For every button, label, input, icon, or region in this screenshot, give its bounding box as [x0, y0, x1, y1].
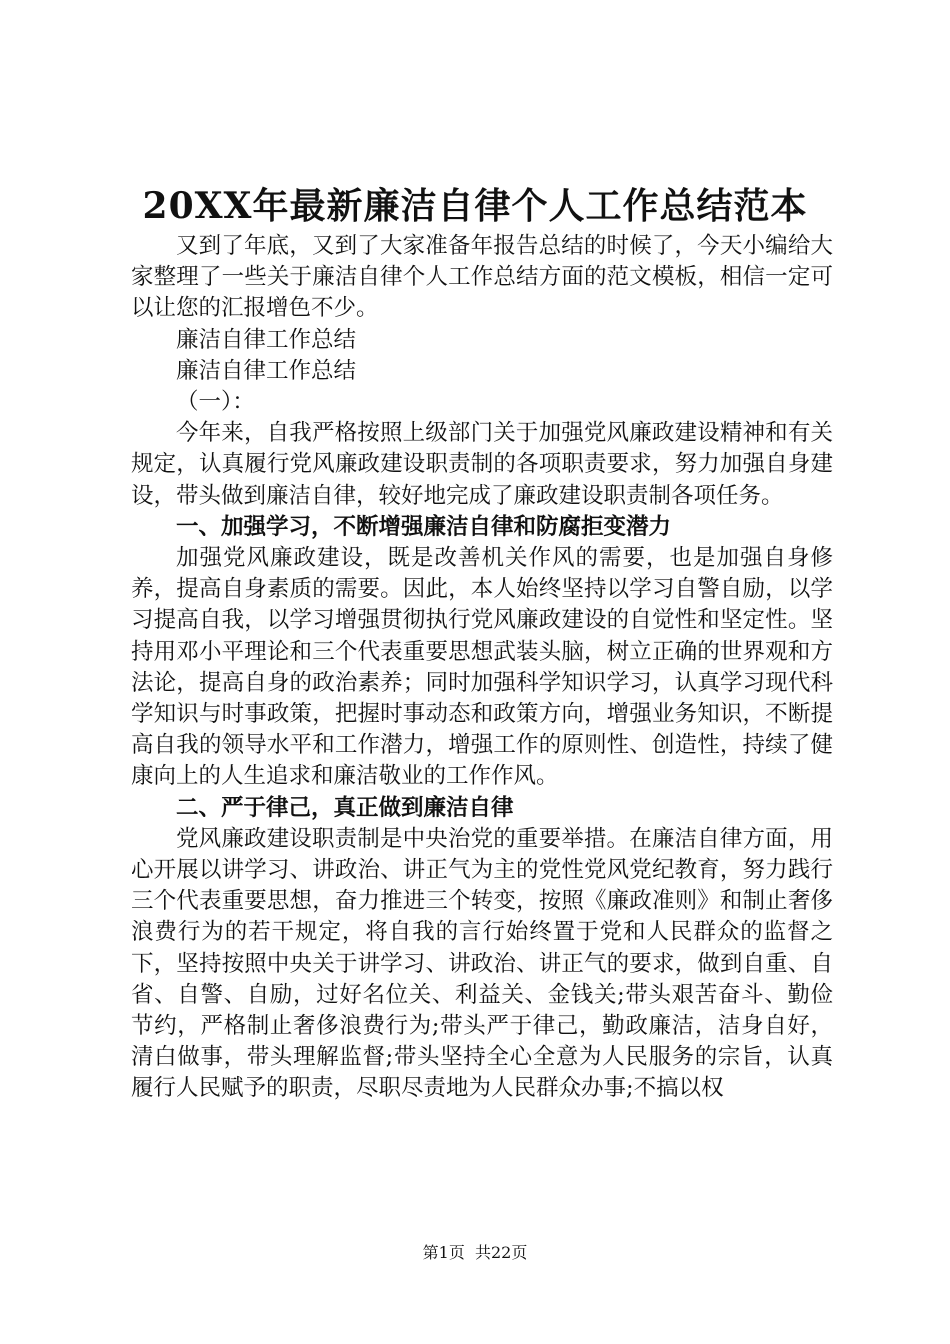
section-heading-2: 二、严于律己，真正做到廉洁自律 [176, 794, 514, 821]
paragraph-study: 加强党风廉政建设，既是改善机关作风的需要，也是加强自身修养，提高自身素质的需要。因此，本人始终坚持以学习自警自励，以学习提高自我，以学习增强贯彻执行党风廉政建设的自觉性和坚定性。坚持用邓小平理论和三个代表重要思想武装头脑，树立正确的世界观和方法论，提高自身的政治素养；同时加强科学知识学习，认真学习现代科学知识与时事政策，把握时事动态和政策方向，增强业务知识，不断提高自我的领导水平和工作潜力，增强工作的原则性、创造性，持续了健康向上的人生追求和廉洁敬业的工作作风。 [131, 545, 833, 790]
paragraph-subtitle-2: 廉洁自律工作总结 [176, 357, 357, 384]
section-heading-1: 一、加强学习，不断增强廉洁自律和防腐拒变潜力 [176, 513, 672, 540]
document-body [131, 231, 833, 1105]
page-number: 第1页 共22页 [422, 1243, 528, 1262]
page-footer [0, 1241, 950, 1265]
paragraph-subtitle-1: 廉洁自律工作总结 [176, 326, 357, 353]
document-title: 20XX年最新廉洁自律个人工作总结范本 [142, 185, 808, 227]
paragraph-self-discipline: 党风廉政建设职责制是中央治党的重要举措。在廉洁自律方面，用心开展以讲学习、讲政治、讲正气为主的党性党风党纪教育，努力践行三个代表重要思想，奋力推进三个转变，按照《廉政准则》和制止奢侈浪费行为的若干规定，将自我的言行始终置于党和人民群众的监督之下，坚持按照中央关于讲学习、讲政治、讲正气的要求，做到自重、自省、自警、自励，过好名位关、利益关、金钱关;带头艰苦奋斗、勤俭节约，严格制止奢侈浪费行为;带头严于律己，勤政廉洁，洁身自好，清白做事，带头理解监督;带头坚持全心全意为人民服务的宗旨，认真履行人民赋予的职责，尽职尽责地为人民群众办事;不搞以权 [131, 825, 833, 1102]
paragraph-intro: 又到了年底，又到了大家准备年报告总结的时候了，今天小编给大家整理了一些关于廉洁自律个人工作总结方面的范文模板，相信一定可以让您的汇报增色不少。 [131, 233, 833, 322]
section-number: （一）： [176, 389, 255, 416]
paragraph-overview: 今年来，自我严格按照上级部门关于加强党风廉政建设精神和有关规定，认真履行党风廉政建设职责制的各项职责要求，努力加强自身建设，带头做到廉洁自律，较好地完成了廉政建设职责制各项任务。 [131, 420, 833, 509]
